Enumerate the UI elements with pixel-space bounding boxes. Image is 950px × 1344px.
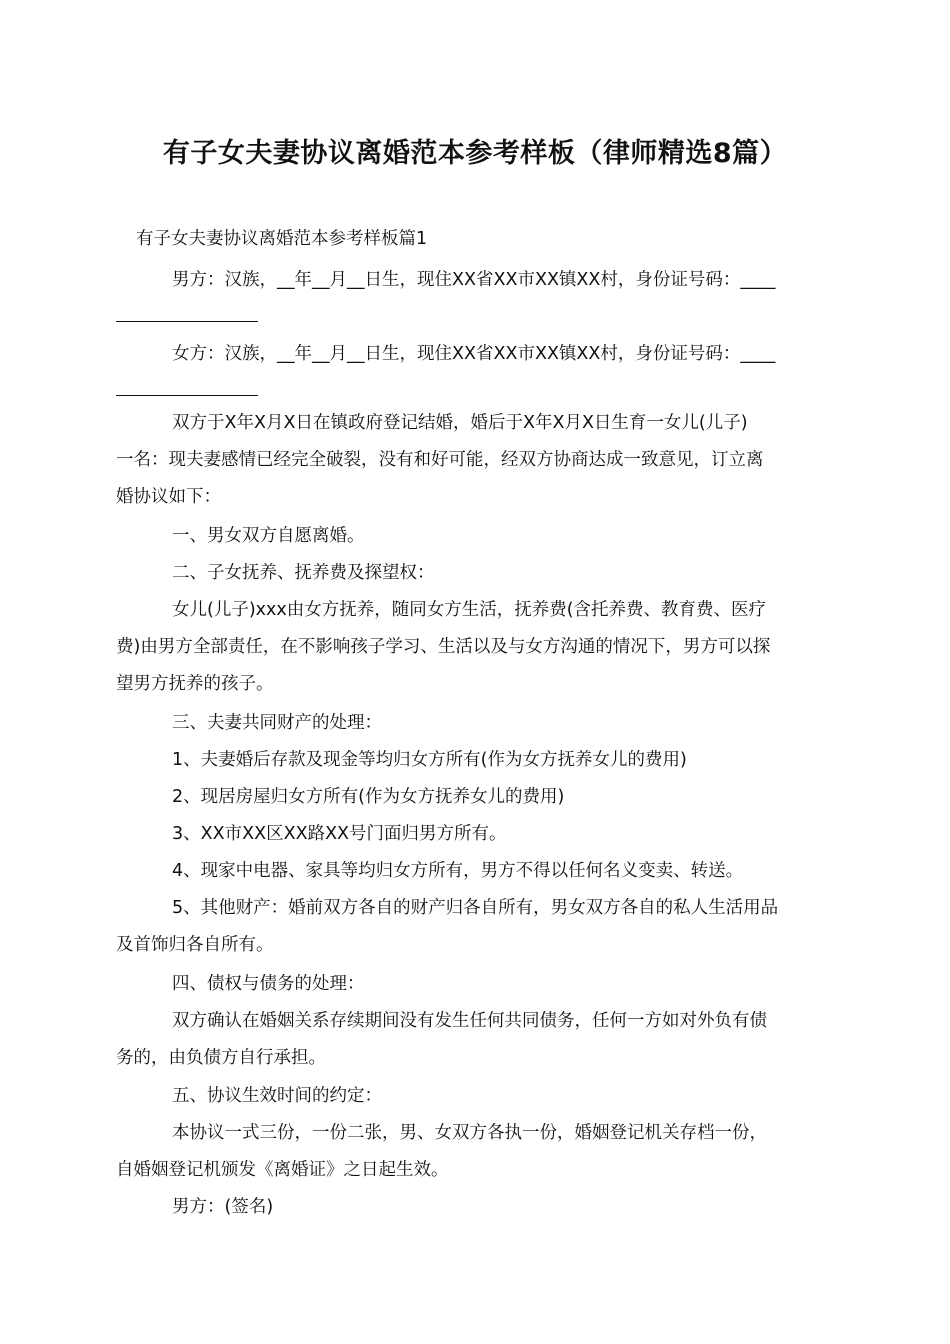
- paragraph-line: 3、XX市XX区XX路XX号门面归男方所有。: [172, 824, 507, 844]
- paragraph: [116, 592, 836, 703]
- paragraph-line: 本协议一式三份，一份二张，男、女双方各执一份，婚姻登记机关存档一份，: [172, 1123, 767, 1143]
- paragraph-line: 女儿(儿子)xxx由女方抚养，随同女方生活，抚养费(含托养费、教育费、医疗: [172, 600, 767, 620]
- paragraph-line: 1、夫妻婚后存款及现金等均归女方所有(作为女方抚养女儿的费用): [172, 750, 687, 770]
- paragraph: [116, 518, 836, 555]
- paragraph: [116, 890, 836, 964]
- paragraph-line: 务的，由负债方自行承担。: [116, 1048, 326, 1068]
- paragraph-line: 一、男女双方自愿离婚。: [172, 526, 365, 546]
- paragraph-line: 及首饰归各自所有。: [116, 935, 274, 955]
- paragraph-line: 女方：汉族，__年__月__日生，现住XX省XX市XX镇XX村，身份证号码：____: [172, 344, 776, 364]
- paragraph: [116, 555, 836, 592]
- paragraph-line: 男方：(签名): [172, 1197, 274, 1217]
- paragraph-line: 四、债权与债务的处理：: [172, 974, 365, 994]
- paragraph-line: 2、现居房屋归女方所有(作为女方抚养女儿的费用): [172, 787, 565, 807]
- paragraph-line: 自婚姻登记机颁发《离婚证》之日起生效。: [116, 1160, 449, 1180]
- paragraph: [116, 405, 836, 516]
- paragraph: [116, 816, 836, 853]
- document-subtitle: 有子女夫妻协议离婚范本参考样板篇1: [136, 229, 428, 249]
- paragraph: [116, 705, 836, 742]
- paragraph-line: 一名：现夫妻感情已经完全破裂，没有和好可能，经双方协商达成一致意见，订立离: [116, 450, 764, 470]
- paragraph-line: 二、子女抚养、抚养费及探望权：: [172, 563, 435, 583]
- paragraph: [116, 262, 836, 336]
- paragraph-line: 5、其他财产：婚前双方各自的财产归各自所有，男女双方各自的私人生活用品: [172, 898, 779, 918]
- paragraph-line: 双方确认在婚姻关系存续期间没有发生任何共同债务，任何一方如对外负有债: [172, 1011, 767, 1031]
- paragraph-line: 望男方抚养的孩子。: [116, 674, 274, 694]
- paragraph: [116, 742, 836, 779]
- paragraph-line: 费)由男方全部责任，在不影响孩子学习、生活以及与女方沟通的情况下，男方可以探: [116, 637, 771, 657]
- paragraph-line: 五、协议生效时间的约定：: [172, 1086, 382, 1106]
- paragraph-line: 4、现家中电器、家具等均归女方所有，男方不得以任何名义变卖、转送。: [172, 861, 744, 881]
- paragraph-line: 双方于X年X月X日在镇政府登记结婚，婚后于X年X月X日生育一女儿(儿子): [172, 413, 748, 433]
- paragraph: [116, 1003, 836, 1077]
- paragraph: [116, 853, 836, 890]
- paragraph: [116, 1115, 836, 1189]
- paragraph-line: 婚协议如下：: [116, 487, 221, 507]
- paragraph: [116, 336, 836, 410]
- document-title: 有子女夫妻协议离婚范本参考样板（律师精选8篇）: [162, 138, 788, 169]
- paragraph: [116, 1078, 836, 1115]
- id-number-blank: [116, 299, 836, 336]
- paragraph: [116, 966, 836, 1003]
- paragraph: [116, 1189, 836, 1226]
- paragraph-line: 男方：汉族，__年__月__日生，现住XX省XX市XX镇XX村，身份证号码：____: [172, 270, 776, 290]
- paragraph-line: 三、夫妻共同财产的处理：: [172, 713, 382, 733]
- paragraph: [116, 779, 836, 816]
